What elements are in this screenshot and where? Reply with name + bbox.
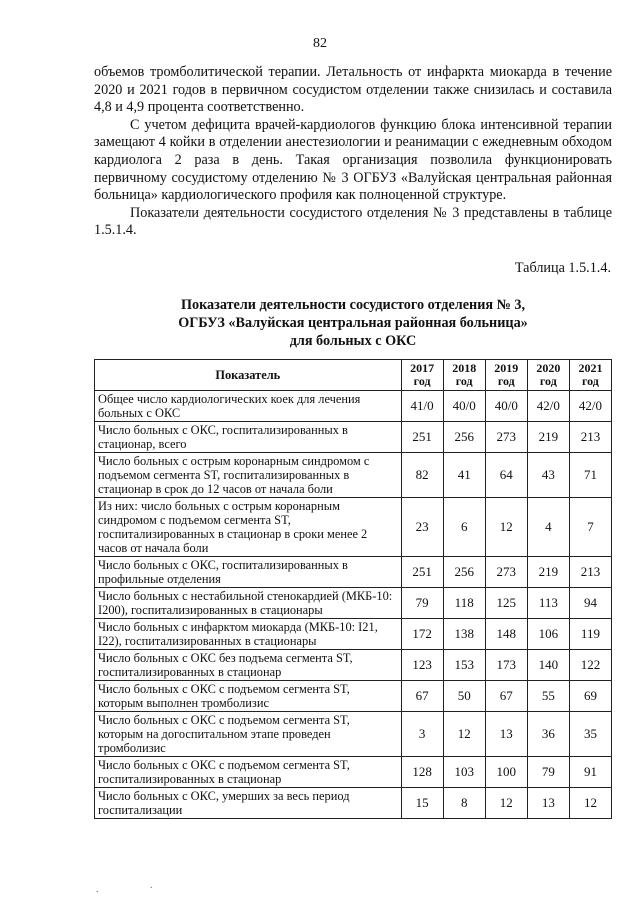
row-label: Число больных с ОКС с подъемом сегмента ST, которым на догоспитальном этапе проведен тромболизис <box>95 712 402 757</box>
header-year <box>401 360 443 391</box>
row-value: 40/0 <box>485 391 527 422</box>
row-value: 251 <box>401 422 443 453</box>
row-value: 15 <box>401 788 443 819</box>
paragraph: С учетом дефицита врачей-кардиологов функцию блока интенсивной терапии замещают 4 койки в отделении анестезиологии и реанимации с ежедневным обходом кардиолога 2 раза в день. Такая организация позволила функционировать первичному сосудистому отделению № 3 ОГБУЗ «Валуйская центральная районная больница» кардиологического профиля как полноценной структуре. <box>94 116 612 204</box>
row-value: 125 <box>485 588 527 619</box>
row-value: 13 <box>527 788 569 819</box>
header-year-value: 2021 <box>578 361 603 375</box>
header-year-value: 2019 <box>494 361 519 375</box>
table-row <box>95 498 612 557</box>
row-value: 41 <box>443 453 485 498</box>
row-value: 36 <box>527 712 569 757</box>
table-title <box>94 296 612 350</box>
row-label: Число больных с ОКС без подъема сегмента ST, госпитализированных в стационар <box>95 650 402 681</box>
header-year-value: 2018 <box>452 361 477 375</box>
row-value: 41/0 <box>401 391 443 422</box>
row-label: Число больных с ОКС, госпитализированных в стационар, всего <box>95 422 402 453</box>
table-row <box>95 453 612 498</box>
table-title-line: ОГБУЗ «Валуйская центральная районная больница» <box>178 315 528 331</box>
row-value: 153 <box>443 650 485 681</box>
row-value: 140 <box>527 650 569 681</box>
table-title-line: Показатели деятельности сосудистого отделения № 3, <box>180 297 526 313</box>
row-value: 67 <box>401 681 443 712</box>
row-value: 148 <box>485 619 527 650</box>
row-value: 69 <box>569 681 611 712</box>
row-value: 35 <box>569 712 611 757</box>
row-label: Число больных с инфарктом миокарда (МКБ-10: I21, I22), госпитализированных в стационары <box>95 619 402 650</box>
row-value: 13 <box>485 712 527 757</box>
table-row <box>95 557 612 588</box>
row-value: 23 <box>401 498 443 557</box>
row-value: 251 <box>401 557 443 588</box>
row-value: 122 <box>569 650 611 681</box>
row-label: Число больных с ОКС с подъемом сегмента ST, госпитализированных в стационар <box>95 757 402 788</box>
row-value: 118 <box>443 588 485 619</box>
row-value: 213 <box>569 422 611 453</box>
row-value: 64 <box>485 453 527 498</box>
row-value: 55 <box>527 681 569 712</box>
row-value: 4 <box>527 498 569 557</box>
row-value: 12 <box>569 788 611 819</box>
body-text <box>94 64 612 240</box>
table-row <box>95 712 612 757</box>
row-value: 40/0 <box>443 391 485 422</box>
header-year <box>485 360 527 391</box>
row-value: 103 <box>443 757 485 788</box>
row-value: 219 <box>527 422 569 453</box>
row-value: 12 <box>443 712 485 757</box>
row-value: 82 <box>401 453 443 498</box>
data-table <box>94 359 612 819</box>
row-value: 91 <box>569 757 611 788</box>
table-row <box>95 619 612 650</box>
row-value: 173 <box>485 650 527 681</box>
row-value: 79 <box>527 757 569 788</box>
table-row <box>95 650 612 681</box>
table-header-row <box>95 360 612 391</box>
header-year-suffix: год <box>539 374 557 388</box>
row-label: Число больных с ОКС, умерших за весь период госпитализации <box>95 788 402 819</box>
row-value: 219 <box>527 557 569 588</box>
scan-mark: . <box>150 880 153 891</box>
row-value: 79 <box>401 588 443 619</box>
header-label: Показатель <box>95 360 402 391</box>
row-value: 213 <box>569 557 611 588</box>
row-value: 8 <box>443 788 485 819</box>
row-value: 256 <box>443 422 485 453</box>
row-value: 71 <box>569 453 611 498</box>
row-value: 43 <box>527 453 569 498</box>
row-value: 273 <box>485 557 527 588</box>
row-label: Число больных с ОКС с подъемом сегмента ST, которым выполнен тромболизис <box>95 681 402 712</box>
table-row <box>95 391 612 422</box>
table-title-line: для больных с ОКС <box>289 333 417 349</box>
header-year-suffix: год <box>497 374 515 388</box>
row-value: 172 <box>401 619 443 650</box>
row-value: 128 <box>401 757 443 788</box>
paragraph: Показатели деятельности сосудистого отделения № 3 представлены в таблице 1.5.1.4. <box>94 204 612 239</box>
row-value: 3 <box>401 712 443 757</box>
row-label: Число больных с ОКС, госпитализированных в профильные отделения <box>95 557 402 588</box>
table-row <box>95 788 612 819</box>
row-label: Общее число кардиологических коек для лечения больных с ОКС <box>95 391 402 422</box>
table-row <box>95 757 612 788</box>
table-row <box>95 422 612 453</box>
row-value: 100 <box>485 757 527 788</box>
row-label: Из них: число больных с острым коронарным синдромом с подъемом сегмента ST, госпитализированных в стационар в сроки менее 2 часов от начала боли <box>95 498 402 557</box>
row-value: 119 <box>569 619 611 650</box>
row-value: 256 <box>443 557 485 588</box>
header-year-suffix: год <box>413 374 431 388</box>
row-label: Число больных с острым коронарным синдромом с подъемом сегмента ST, госпитализированных в стационар в срок до 12 часов от начала боли <box>95 453 402 498</box>
header-year-suffix: год <box>455 374 473 388</box>
row-value: 50 <box>443 681 485 712</box>
row-value: 7 <box>569 498 611 557</box>
header-year-value: 2020 <box>536 361 561 375</box>
row-value: 6 <box>443 498 485 557</box>
row-value: 113 <box>527 588 569 619</box>
row-value: 106 <box>527 619 569 650</box>
row-value: 138 <box>443 619 485 650</box>
table-row <box>95 681 612 712</box>
row-value: 273 <box>485 422 527 453</box>
row-value: 67 <box>485 681 527 712</box>
row-value: 42/0 <box>569 391 611 422</box>
row-label: Число больных с нестабильной стенокардией (МКБ-10: I200), госпитализированных в стационары <box>95 588 402 619</box>
paragraph: объемов тромболитической терапии. Летальность от инфаркта миокарда в течение 2020 и 2021 годов в первичном сосудистом отделении также снизилась и составила 4,8 и 4,9 процента соответственно. <box>94 64 612 116</box>
row-value: 42/0 <box>527 391 569 422</box>
scan-mark: . <box>96 884 99 895</box>
table-row <box>95 588 612 619</box>
header-year-suffix: год <box>582 374 599 388</box>
row-value: 12 <box>485 498 527 557</box>
header-year <box>569 360 611 391</box>
row-value: 123 <box>401 650 443 681</box>
header-year <box>443 360 485 391</box>
page-number: 82 <box>313 36 327 51</box>
header-year-value: 2017 <box>410 361 435 375</box>
row-value: 12 <box>485 788 527 819</box>
table-caption: Таблица 1.5.1.4. <box>514 260 611 276</box>
header-year <box>527 360 569 391</box>
row-value: 94 <box>569 588 611 619</box>
